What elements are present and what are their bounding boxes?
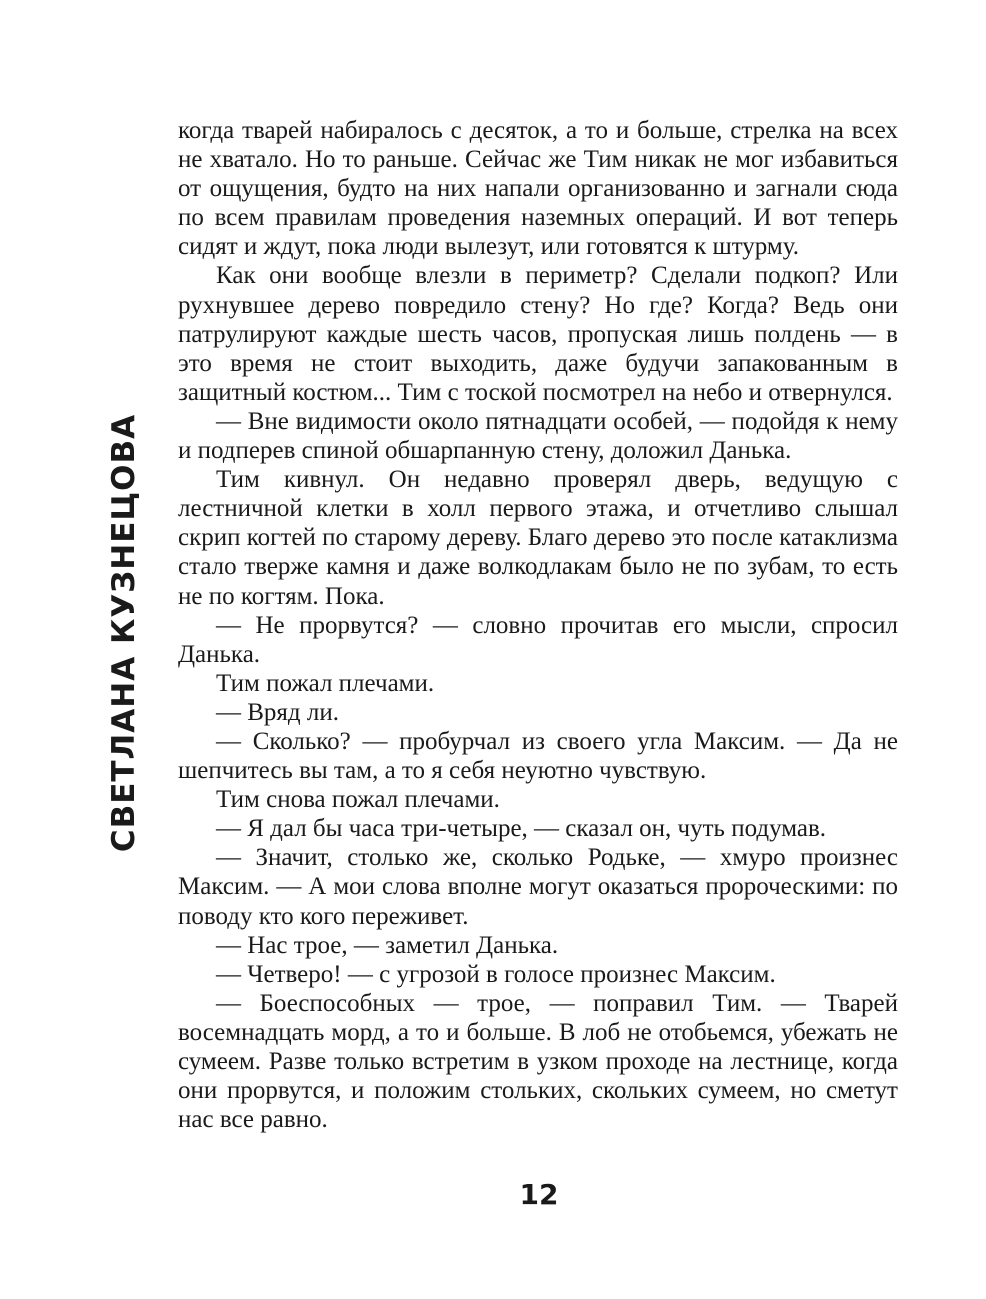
author-name: СВЕТЛАНА КУЗНЕЦОВА	[106, 413, 143, 853]
paragraph: — Боеспособных — трое, — поправил Тим. — Тварей восемнадцать морд, а то и больше. В лоб не отобьемся, убежать не сумеем. Разве только встретим в узком проходе на лестнице, когда они прорвутся, и положим стольких, скольких сумеем, но сметут нас все равно.	[178, 989, 898, 1134]
paragraph: — Четверо! — с угрозой в голосе произнес Максим.	[216, 960, 776, 988]
paragraph: — Сколько? — пробурчал из своего угла Максим. — Да не шепчитесь вы там, а то я себя неуютно чувствую.	[178, 727, 898, 785]
paragraph: Тим кивнул. Он недавно проверял дверь, ведущую с лестничной клетки в холл первого этажа, и отчетливо слышал скрип когтей по старому дереву. Благо дерево это после катаклизма стало тверже камня и даже волкодлакам было не по зубам, то есть не по когтям. Пока.	[178, 466, 898, 610]
paragraph: — Нас трое, — заметил Данька.	[216, 931, 559, 959]
paragraph: Тим пожал плечами.	[216, 669, 435, 697]
paragraph: когда тварей набиралось с десяток, а то и больше, стрелка на всех не хватало. Но то раньше. Сейчас же Тим никак не мог избавиться от ощущения, будто на них напали организованно и загнали сюда по всем правилам проведения наземных операций. И вот теперь сидят и ждут, пока люди вылезут, или готовятся к штурму.	[178, 117, 898, 261]
paragraph: — Вне видимости около пятнадцати особей, — подойдя к нему и подперев спиной обшарпанную стену, доложил Данька.	[178, 407, 898, 465]
paragraph: Как они вообще влезли в периметр? Сделали подкоп? Или рухнувшее дерево повредило стену? Но где? Когда? Ведь они патрулируют каждые шесть часов, пропуская лишь полдень — в это время не стоит выходить, даже будучи запакованным в защитный костюм... Тим с тоской посмотрел на небо и отвернулся.	[178, 262, 898, 406]
paragraph: — Вряд ли.	[216, 698, 339, 726]
paragraph: Тим снова пожал плечами.	[216, 786, 500, 814]
paragraph: — Я дал бы часа три-четыре, — сказал он, чуть подумав.	[216, 815, 827, 843]
page-body-text	[178, 116, 898, 1134]
paragraph: — Не прорвутся? — словно прочитав его мысли, спросил Данька.	[178, 611, 898, 668]
paragraph: — Значит, столько же, сколько Родьке, — хмуро произнес Максим. — А мои слова вполне могут оказаться пророческими: по поводу кто кого переживет.	[178, 844, 898, 930]
page-number: 12	[519, 1178, 559, 1211]
author-sidebar	[84, 413, 164, 853]
